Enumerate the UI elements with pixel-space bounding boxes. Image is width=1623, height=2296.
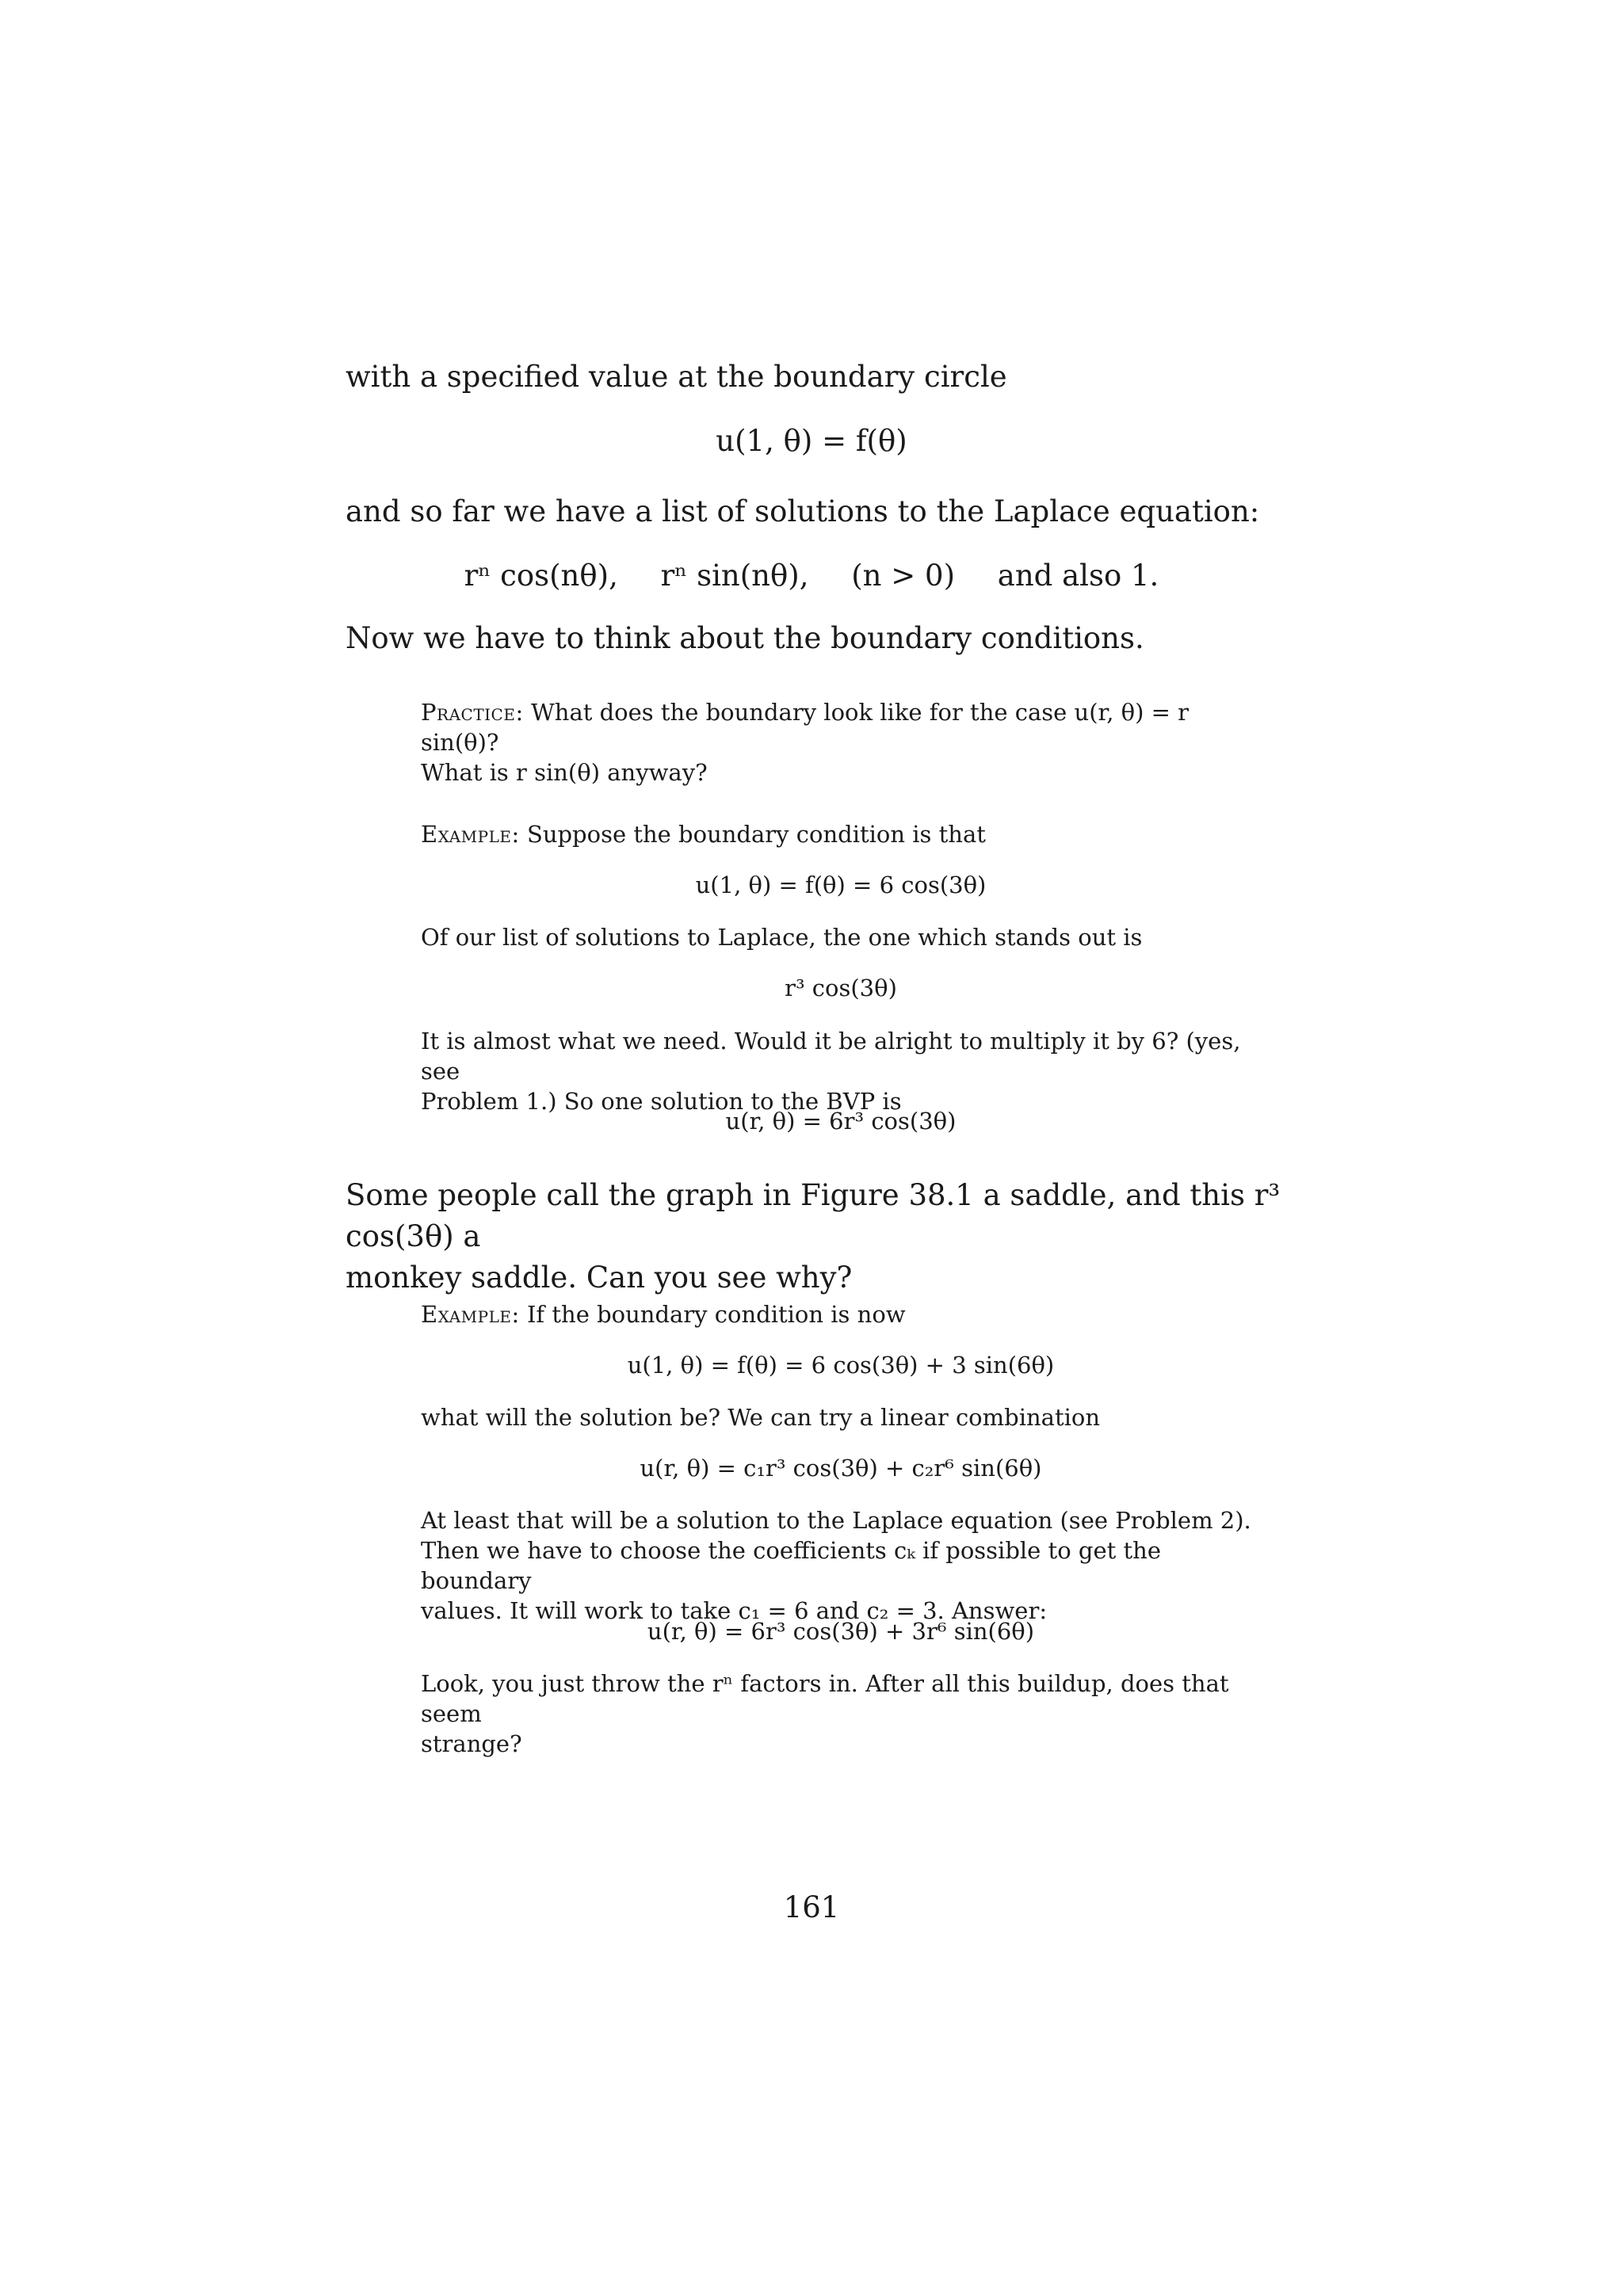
example-1-equation-candidate: r³ cos(3θ) — [785, 974, 897, 1001]
example-2-equation-boundary: u(1, θ) = f(θ) = 6 cos(3θ) + 3 sin(6θ) — [627, 1352, 1055, 1379]
monkey-saddle-line-1: Some people call the graph in Figure 38.1 a saddle, and this r³ cos(3θ) a — [346, 1178, 1281, 1253]
practice-label: Practice: — [421, 699, 524, 726]
example-1-text-2: Of our list of solutions to Laplace, the one which stands out is — [421, 924, 1143, 951]
paragraph-monkey-saddle — [346, 1175, 1336, 1299]
example-1-intro-line — [421, 819, 1261, 849]
example-1-text-3 — [421, 1026, 1261, 1116]
example-2-text-4-line-2: strange? — [421, 1730, 522, 1757]
solution-cos: rⁿ cos(nθ), — [464, 559, 618, 593]
paragraph-boundary-conditions: Now we have to think about the boundary conditions. — [346, 621, 1144, 655]
equation-solution-list — [0, 559, 1623, 593]
example-1-equation-solution: u(r, θ) = 6r³ cos(3θ) — [725, 1108, 957, 1135]
paragraph-solutions-list: and so far we have a list of solutions to the Laplace equation: — [346, 494, 1260, 528]
monkey-saddle-line-2: monkey saddle. Can you see why? — [346, 1261, 853, 1295]
example-2-text-4-line-1: Look, you just throw the rⁿ factors in. After all this buildup, does that seem — [421, 1670, 1229, 1727]
solution-sin: rⁿ sin(nθ), — [660, 559, 809, 593]
example-1-intro: Suppose the boundary condition is that — [526, 821, 986, 848]
example-2-label: Example: — [421, 1301, 520, 1328]
practice-block — [421, 697, 1261, 788]
example-2-text-2: what will the solution be? We can try a linear combination — [421, 1404, 1101, 1431]
equation-boundary: u(1, θ) = f(θ) — [716, 424, 907, 458]
practice-text-2: What is r sin(θ) anyway? — [421, 759, 708, 786]
example-2-text-4 — [421, 1669, 1261, 1759]
practice-text-1: What does the boundary look like for the case u(r, θ) = r sin(θ)? — [421, 699, 1190, 756]
solution-constant: and also 1. — [997, 559, 1159, 593]
example-1-text-3-line-1: It is almost what we need. Would it be alright to multiply it by 6? (yes, see — [421, 1028, 1241, 1085]
example-2-intro: If the boundary condition is now — [526, 1301, 906, 1328]
paragraph-boundary-intro: with a specified value at the boundary circle — [346, 360, 1007, 394]
page-number: 161 — [783, 1890, 840, 1924]
example-1-equation-boundary: u(1, θ) = f(θ) = 6 cos(3θ) — [695, 871, 987, 898]
example-1-text-3-line-2: Problem 1.) So one solution to the BVP is — [421, 1088, 902, 1115]
example-2-text-3-line-3: values. It will work to take c₁ = 6 and c₂ = 3. Answer: — [421, 1597, 1048, 1624]
example-2-equation-answer: u(r, θ) = 6r³ cos(3θ) + 3r⁶ sin(6θ) — [647, 1618, 1035, 1645]
example-1-label: Example: — [421, 821, 520, 848]
example-2-text-3 — [421, 1505, 1261, 1626]
example-2-intro-line — [421, 1299, 1261, 1329]
example-2-equation-combination: u(r, θ) = c₁r³ cos(3θ) + c₂r⁶ sin(6θ) — [640, 1455, 1042, 1482]
example-2-text-3-line-2: Then we have to choose the coefficients cₖ if possible to get the boundary — [421, 1537, 1161, 1594]
solution-condition: (n > 0) — [851, 559, 955, 593]
example-2-text-3-line-1: At least that will be a solution to the Laplace equation (see Problem 2). — [421, 1507, 1251, 1534]
